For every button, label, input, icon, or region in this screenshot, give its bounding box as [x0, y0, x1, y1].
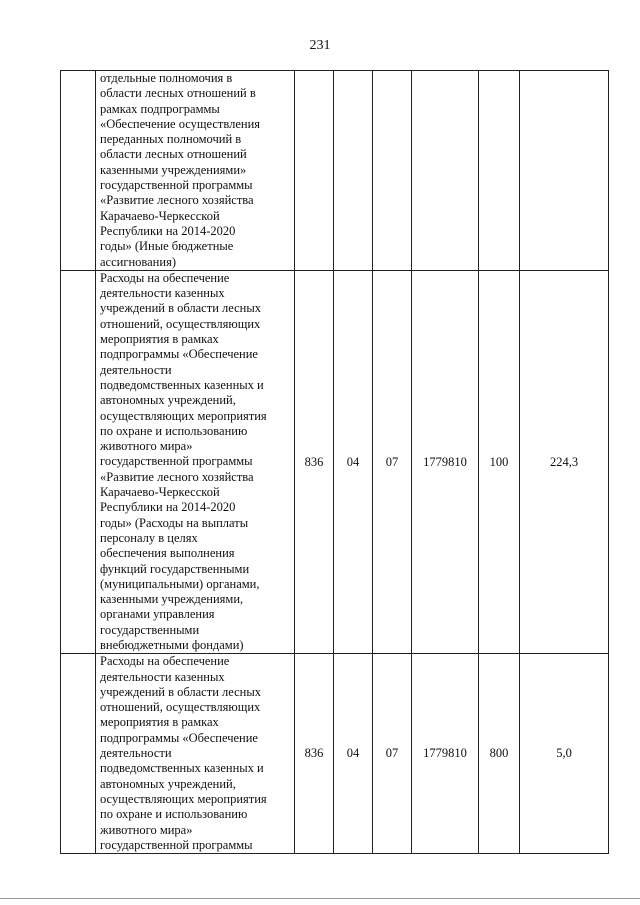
name-line: государственными [100, 622, 200, 637]
expense-type-cell [479, 71, 520, 271]
grbs-cell [295, 71, 334, 271]
name-line: осуществляющих мероприятия [100, 408, 267, 423]
name-line: учреждений в области лесных [100, 301, 261, 316]
name-line: деятельности [100, 362, 172, 377]
page-number: 231 [309, 38, 331, 53]
subsection-cell [373, 71, 412, 271]
name-line: годы» (Расходы на выплаты [100, 515, 249, 530]
name-line: подведомственных казенных и [100, 377, 264, 392]
name-line: Республики на 2014-2020 [100, 223, 236, 238]
grbs-cell: 836 [295, 654, 334, 854]
name-cell [96, 71, 295, 271]
name-line: обеспечения выполнения [100, 546, 235, 561]
table-row [61, 270, 609, 653]
name-line: внебюджетными фондами) [100, 637, 244, 652]
name-line: Республики на 2014-2020 [100, 500, 236, 515]
name-line: годы» (Иные бюджетные [100, 239, 234, 254]
name-line: «Развитие лесного хозяйства [100, 193, 254, 208]
name-line: рамках подпрограммы [100, 101, 220, 116]
name-line: животного мира» [100, 822, 193, 837]
name-line: «Обеспечение осуществления [100, 116, 261, 131]
table-row [61, 71, 609, 271]
name-line: мероприятия в рамках [100, 715, 219, 730]
target-item-cell [412, 71, 479, 271]
budget-table [60, 70, 609, 854]
amount-cell: 224,3 [520, 270, 609, 653]
name-line: подпрограммы «Обеспечение [100, 730, 258, 745]
name-line: деятельности казенных [100, 669, 225, 684]
name-line: автономных учреждений, [100, 776, 236, 791]
grbs-cell: 836 [295, 270, 334, 653]
name-line: по охране и использованию [100, 807, 248, 822]
name-line: деятельности [100, 746, 172, 761]
name-line: отдельные полномочия в [100, 71, 233, 85]
name-line: казенными учреждениями, [100, 592, 244, 607]
name-line: животного мира» [100, 439, 193, 454]
index-cell [61, 654, 96, 854]
table-row [61, 654, 609, 854]
section-cell [334, 71, 373, 271]
name-line: Расходы на обеспечение [100, 270, 230, 285]
name-line: отношений, осуществляющих [100, 316, 261, 331]
name-line: области лесных отношений в [100, 86, 256, 101]
name-line: отношений, осуществляющих [100, 700, 261, 715]
scan-edge-line [0, 898, 640, 899]
target-item-cell: 1779810 [412, 654, 479, 854]
section-cell: 04 [334, 270, 373, 653]
index-cell [61, 270, 96, 653]
amount-cell: 5,0 [520, 654, 609, 854]
name-line: функций государственными [100, 561, 250, 576]
name-line: государственной программы [100, 837, 253, 852]
name-line: (муниципальными) органами, [100, 576, 260, 591]
name-line: по охране и использованию [100, 423, 248, 438]
name-line: области лесных отношений [100, 147, 247, 162]
name-line: подведомственных казенных и [100, 761, 264, 776]
name-line: органами управления [100, 607, 215, 622]
subsection-cell: 07 [373, 270, 412, 653]
name-line: «Развитие лесного хозяйства [100, 469, 254, 484]
name-line: персоналу в целях [100, 530, 198, 545]
section-cell: 04 [334, 654, 373, 854]
name-line: Расходы на обеспечение [100, 654, 230, 669]
amount-cell [520, 71, 609, 271]
name-line: деятельности казенных [100, 286, 225, 301]
expense-type-cell: 800 [479, 654, 520, 854]
name-line: учреждений в области лесных [100, 684, 261, 699]
name-line: государственной программы [100, 178, 253, 193]
name-cell [96, 270, 295, 653]
name-line: мероприятия в рамках [100, 332, 219, 347]
expense-type-cell: 100 [479, 270, 520, 653]
target-item-cell: 1779810 [412, 270, 479, 653]
index-cell [61, 71, 96, 271]
subsection-cell: 07 [373, 654, 412, 854]
name-line: подпрограммы «Обеспечение [100, 347, 258, 362]
name-line: Карачаево-Черкесской [100, 485, 220, 500]
name-line: переданных полномочий в [100, 132, 242, 147]
name-line: Карачаево-Черкесской [100, 208, 220, 223]
name-line: осуществляющих мероприятия [100, 791, 267, 806]
name-line: государственной программы [100, 454, 253, 469]
name-line: ассигнования) [100, 254, 176, 269]
name-cell [96, 654, 295, 854]
name-line: казенными учреждениями» [100, 162, 247, 177]
name-line: автономных учреждений, [100, 393, 236, 408]
